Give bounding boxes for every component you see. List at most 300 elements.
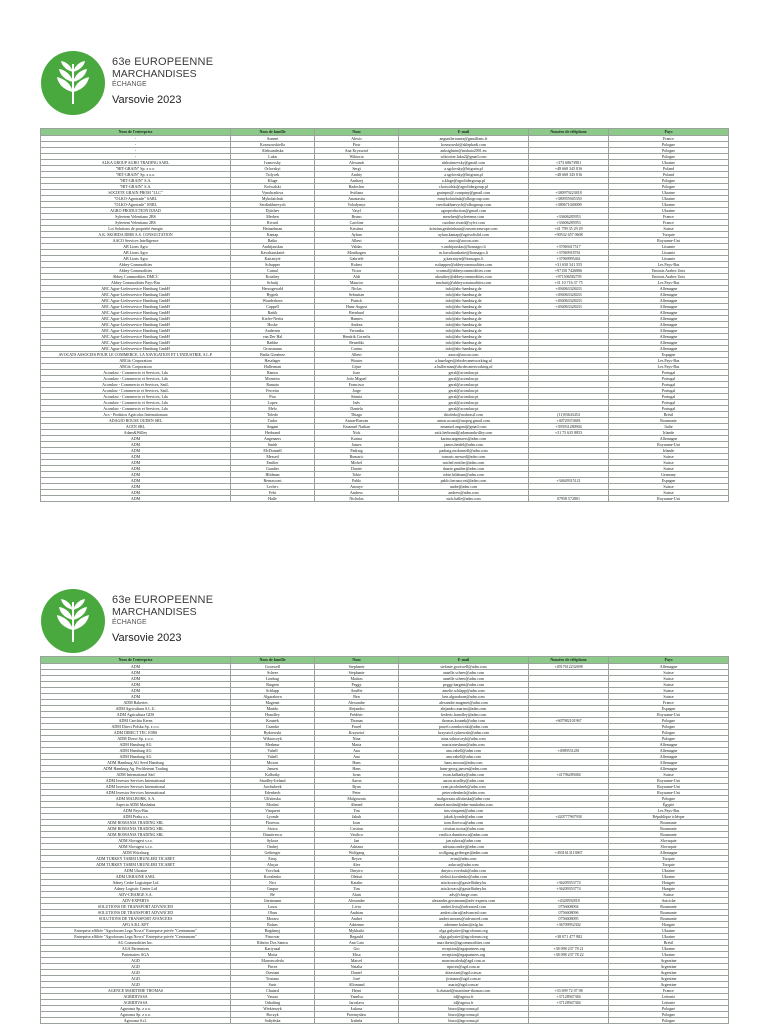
- cell-country: Lituanie: [609, 244, 729, 250]
- cell-country: Ukraine: [609, 160, 729, 166]
- cell-last-name: Boczyk: [231, 1012, 315, 1018]
- cell-email: jakub.lyonde@adm.com: [399, 814, 529, 820]
- wheat-leaf-emblem-icon: [40, 588, 106, 654]
- cell-first-name: Ayhan: [315, 232, 399, 238]
- cell-company: AFG S.R.L KFT: [41, 922, 231, 928]
- cell-first-name: Krzysztof: [315, 730, 399, 736]
- cell-first-name: Aldi: [315, 274, 399, 280]
- cell-first-name: Piotr: [315, 142, 399, 148]
- cell-last-name: Emilier: [231, 460, 315, 466]
- cell-country: Allemagne: [609, 304, 729, 310]
- cell-country: Allemagne: [609, 664, 729, 670]
- cell-last-name: Herbrand: [231, 430, 315, 436]
- cell-phone: +38 071 477 882: [529, 934, 609, 940]
- cell-company: Abbey Commodities: [41, 268, 231, 274]
- header-email: E-mail: [399, 129, 529, 136]
- cell-first-name: Duarte: [315, 466, 399, 472]
- cell-last-name: Kavaliauskaitė: [231, 250, 315, 256]
- cell-last-name: Ferreira: [231, 388, 315, 394]
- cell-email: geral@acomlaw.pt: [399, 370, 529, 376]
- cell-first-name: Michel: [315, 460, 399, 466]
- cell-phone: +90532 657 0608: [529, 232, 609, 238]
- cell-last-name: Angenaers: [231, 436, 315, 442]
- cell-first-name: Vasyl: [315, 208, 399, 214]
- cell-last-name: Kovalenko: [231, 874, 315, 880]
- cell-company: ADM Slovagest s.r.o.: [41, 838, 231, 844]
- cell-last-name: Schuitj: [231, 280, 315, 286]
- cell-company: ABCdc Corporation: [41, 364, 231, 370]
- cell-country: Irlande: [609, 430, 729, 436]
- page-1: [0, 0, 768, 500]
- cell-email: rschapper@abbeycommodities.com: [399, 262, 529, 268]
- cell-last-name: Kairaitytė: [231, 256, 315, 262]
- cell-first-name: Alain: [315, 892, 399, 898]
- cell-last-name: Lyonde: [231, 814, 315, 820]
- cell-country: Suisse: [609, 226, 729, 232]
- cell-company: ADM Direct Polska Sp. z o.o.: [41, 724, 231, 730]
- cell-company: "HIT-GRAIN" Sp. z o.o.: [41, 166, 231, 172]
- cell-email: biuro@agrooma.pl: [399, 1006, 529, 1012]
- cell-first-name: Maria: [315, 742, 399, 748]
- cell-company: ABCdc Corporation: [41, 358, 231, 364]
- cell-email: ana.vahell@adm.com: [399, 754, 529, 760]
- cell-first-name: Yanelsa: [315, 994, 399, 1000]
- cell-country: Argentine: [609, 958, 729, 964]
- cell-first-name: Izabela: [315, 1018, 399, 1024]
- cell-email: andrei.moraru@advanced.com: [399, 916, 529, 922]
- cell-first-name: Andrian: [315, 910, 399, 916]
- cell-country: Royaume-Uni: [609, 712, 729, 718]
- cell-company: "HIT-GRAIN" S.A.: [41, 184, 231, 190]
- cell-first-name: Jan: [315, 838, 399, 844]
- cell-email: hans.moxon@adm.com: [399, 760, 529, 766]
- cell-company: ABC Agrar-Lieferservice Hamburg GmbH: [41, 286, 231, 292]
- cell-country: Ukraine: [609, 190, 729, 196]
- cell-first-name: Sónnia: [315, 394, 399, 400]
- cell-email: pablo.bernasconi@adm.com: [399, 478, 529, 484]
- cell-email: malgorzata.ulfsiinska@adm.com: [399, 796, 529, 802]
- cell-company: Abbey Commodities Pays-Bas: [41, 280, 231, 286]
- cell-email: info@abc-hamburg.de: [399, 316, 529, 322]
- cell-company: ADM Würzburg: [41, 850, 231, 856]
- cell-phone: +393931280904: [529, 424, 609, 430]
- cell-last-name: Pirrez: [231, 964, 315, 970]
- cell-first-name: Cristian: [315, 826, 399, 832]
- cell-email: cristian.stoica@adm.com: [399, 826, 529, 832]
- cell-company: Acomlaw - Commercio et Services, Lda: [41, 406, 231, 412]
- cell-phone: +380979223818: [529, 190, 609, 196]
- cell-first-name: Hans: [315, 760, 399, 766]
- cell-last-name: Wonderborn: [231, 298, 315, 304]
- cell-first-name: Peter: [315, 790, 399, 796]
- cell-first-name: Wiktoria: [315, 154, 399, 160]
- cell-first-name: Andrea: [315, 322, 399, 328]
- cell-first-name: Ben: [315, 694, 399, 700]
- cell-phone: 0756608094: [529, 904, 609, 910]
- cell-last-name: Czarnke: [231, 724, 315, 730]
- cell-company: Adam&Willey: [41, 430, 231, 436]
- cell-company: -: [41, 148, 231, 154]
- cell-country: Suisse: [609, 676, 729, 682]
- cell-email: dotaviani@agd.com.ar: [399, 970, 529, 976]
- cell-first-name: Anouye: [315, 484, 399, 490]
- cell-first-name: Jakub: [315, 814, 399, 820]
- cell-country: Lituanie: [609, 256, 729, 262]
- cell-email: ana.ribeiro@agcommodities.com: [399, 940, 529, 946]
- cell-last-name: Aleksandrska: [231, 148, 315, 154]
- cell-company: ADM MALBORK, S.A.: [41, 796, 231, 802]
- logo-text: [112, 56, 262, 106]
- cell-company: ADM: [41, 694, 231, 700]
- cell-first-name: Alexandr: [315, 160, 399, 166]
- cell-company: ADM Investor Services International: [41, 778, 231, 784]
- cell-email: vserdiukhnevych@olkogroup.com: [399, 202, 529, 208]
- cell-last-name: Aunent: [231, 136, 315, 142]
- cell-last-name: Wiktorczyk: [231, 736, 315, 742]
- cell-last-name: Florescu: [231, 820, 315, 826]
- cell-email: michel.emilier@adm.com: [399, 460, 529, 466]
- cell-last-name: Vovchuk: [231, 868, 315, 874]
- cell-email: karina.angenaers@adm.com: [399, 436, 529, 442]
- cell-last-name: Kounek: [231, 718, 315, 724]
- page-2: [0, 580, 768, 1024]
- cell-country: Argentine: [609, 970, 729, 976]
- cell-company: Adney Cedre Logistique Ltd: [41, 880, 231, 886]
- cell-email: info@abc-hamburg.de: [399, 322, 529, 328]
- cell-first-name: Sebastian: [315, 292, 399, 298]
- cell-last-name: Merhen: [231, 214, 315, 220]
- cell-first-name: Iwan: [315, 772, 399, 778]
- cell-first-name: Padraig: [315, 448, 399, 454]
- cell-phone: +380671049009: [529, 202, 609, 208]
- cell-company: Aspecta ADM Mashalna: [41, 802, 231, 808]
- cell-last-name: Hildman: [231, 472, 315, 478]
- cell-phone: +48 668 345 816: [529, 166, 609, 172]
- cell-company: Acomlaw - Commercio et Services, SaúL: [41, 388, 231, 394]
- cell-email: andrew@adm.com: [399, 490, 529, 496]
- cell-email: reception@agapartners.org: [399, 946, 529, 952]
- cell-phone: (11)93643454: [529, 412, 609, 418]
- cell-last-name: Motia: [231, 952, 315, 958]
- cell-email: alejandro.marino@adm.com: [399, 706, 529, 712]
- cell-first-name: José: [315, 976, 399, 982]
- cell-last-name: Hullerman: [231, 364, 315, 370]
- cell-first-name: Sergi: [315, 166, 399, 172]
- cell-email: akoutbey@abbeycommodities.com: [399, 274, 529, 280]
- cell-email: info@abc-hamburg.de: [399, 340, 529, 346]
- cell-country: Portugal: [609, 382, 729, 388]
- cell-email: andrei.olaru@advanced.com: [399, 910, 529, 916]
- cell-last-name: Halle: [231, 496, 315, 502]
- cell-email: adv@charge.com: [399, 892, 529, 898]
- cell-company: AGD: [41, 976, 231, 982]
- cell-first-name: Karina: [315, 436, 399, 442]
- cell-first-name: Jaroslava: [315, 1000, 399, 1006]
- cell-country: Roumanie: [609, 820, 729, 826]
- cell-last-name: Kartyuzal: [231, 946, 315, 952]
- cell-email: anksiglmin@mahaio2001.eu: [399, 148, 529, 154]
- cell-country: Hongrie: [609, 922, 729, 928]
- cell-company: Entreprise affiliée "Agroforum Lega Novra" Entreprise privée "Centrumam": [41, 934, 231, 940]
- cell-phone: +37128947384: [529, 1000, 609, 1006]
- cell-last-name: Tsilycek: [231, 172, 315, 178]
- cell-email: nick.herbrand@adamandwilley.com: [399, 430, 529, 436]
- cell-company: ADM: [41, 490, 231, 496]
- wheat-leaf-emblem-icon: [40, 50, 106, 116]
- cell-company: ADV-CHARGE S.A.: [41, 892, 231, 898]
- cell-last-name: Scheer: [231, 670, 315, 676]
- cell-country: Pologne: [609, 142, 729, 148]
- cell-email: ana.vahell@adm.com: [399, 748, 529, 754]
- cell-company: AGD: [41, 964, 231, 970]
- cell-first-name: Liviu: [315, 904, 399, 910]
- cell-email: tim.vinquent@adm.com: [399, 808, 529, 814]
- cell-company: AB Lions Agro: [41, 256, 231, 262]
- cell-first-name: Oleksii: [315, 874, 399, 880]
- header-phone: Numéro de téléphone: [529, 129, 609, 136]
- cell-first-name: Ahmed: [315, 802, 399, 808]
- cell-email: npirrez@agd.com.ar: [399, 964, 529, 970]
- cell-company: -: [41, 142, 231, 148]
- cell-email: oleksii.kovalenko@adm.com: [399, 874, 529, 880]
- cell-company: ADM: [41, 466, 231, 472]
- cell-last-name: Fincovar: [231, 934, 315, 940]
- cell-company: Agrooma Sp. z o.o.: [41, 1006, 231, 1012]
- cell-phone: +37069995461: [529, 256, 609, 262]
- cell-last-name: Moshni: [231, 802, 315, 808]
- cell-email: ertas@adm.com: [399, 856, 529, 862]
- cell-first-name: Allomand: [315, 982, 399, 988]
- cell-last-name: Ramos: [231, 370, 315, 376]
- cell-first-name: Gabrielė: [315, 256, 399, 262]
- cell-last-name: Bogdanyj: [231, 928, 315, 934]
- cell-last-name: Moxon: [231, 760, 315, 766]
- cell-phone: +33 699 72 07 08: [529, 988, 609, 994]
- cell-first-name: Elisa: [315, 952, 399, 958]
- cell-email: anaelle.scheer@adm.com: [399, 670, 529, 676]
- cell-first-name: Caroline: [315, 220, 399, 226]
- cell-email: agroproduction@gmail.com: [399, 208, 529, 214]
- cell-last-name: Pira: [231, 394, 315, 400]
- cell-first-name: Volodymyr: [315, 202, 399, 208]
- cell-first-name: Stephanie: [315, 670, 399, 676]
- cell-last-name: Andersen: [231, 328, 315, 334]
- cell-last-name: Olaru: [231, 910, 315, 916]
- cell-last-name: Leclerc: [231, 484, 315, 490]
- cell-first-name: Alex: [315, 862, 399, 868]
- cell-first-name: Wolfgang: [315, 850, 399, 856]
- cell-phone: 0756608096: [529, 910, 609, 916]
- cell-phone: +97150 7426806: [529, 268, 609, 274]
- cell-company: AVOCATS ASSOCIES POUR LE COMMERCE, LA NAVIGATION ET L'INDUSTRIE, S.L.P.: [41, 352, 231, 358]
- cell-email: alexander.gerstmann@adv-experts.com: [399, 898, 529, 904]
- cell-first-name: Victor: [315, 268, 399, 274]
- table-row: [41, 1018, 729, 1024]
- cell-first-name: Katalin: [315, 880, 399, 886]
- cell-email: andre@adm.com: [399, 484, 529, 490]
- cell-country: Brésil: [609, 412, 729, 418]
- cell-country: Allemagne: [609, 298, 729, 304]
- cell-country: Royaume-Uni: [609, 778, 729, 784]
- cell-email: info@abc-hamburg.de: [399, 304, 529, 310]
- cell-country: Ukraine: [609, 928, 729, 934]
- cell-email: thtoledo@acsbrasil.com: [399, 412, 529, 418]
- cell-company: ABC Agrar-Lieferservice Hamburg GmbH: [41, 310, 231, 316]
- cell-first-name: Hans-August: [315, 304, 399, 310]
- cell-phone: +33606285953: [529, 220, 609, 226]
- cell-email: geral@acomlaw.pt: [399, 382, 529, 388]
- cell-country: Suisse: [609, 694, 729, 700]
- cell-email: vasilica.dumitrescu@adm.com: [399, 832, 529, 838]
- contacts-table: [40, 656, 729, 1024]
- cell-country: Suisse: [609, 484, 729, 490]
- cell-email: id@agrisa.fr: [399, 994, 529, 1000]
- cell-phone: +4328592818: [529, 898, 609, 904]
- cell-phone: +4931613113867: [529, 850, 609, 856]
- cell-company: ADM ROMANIA TRADING SRL: [41, 826, 231, 832]
- cell-country: France: [609, 136, 729, 142]
- cell-first-name: Pablo: [315, 478, 399, 484]
- cell-last-name: Ondrej: [231, 844, 315, 850]
- cell-company: ADM Hamburg AG: [41, 754, 231, 760]
- cell-country: Turquie: [609, 856, 729, 862]
- cell-first-name: Peggy: [315, 682, 399, 688]
- cell-company: SOCIETE GRAIN PROM "LLC": [41, 190, 231, 196]
- cell-company: "OLKO-Agrotrade" SNRL: [41, 202, 231, 208]
- cell-first-name: Veronika: [315, 328, 399, 334]
- cell-last-name: Lascu: [231, 904, 315, 910]
- cell-email: info@abc-hamburg.de: [399, 328, 529, 334]
- cell-last-name: Haselager: [231, 358, 315, 364]
- cell-email: dmytro.vovchuk@adm.com: [399, 868, 529, 874]
- logo-line-2: MARCHANDISES: [112, 68, 197, 80]
- cell-country: Allemagne: [609, 316, 729, 322]
- cell-phone: +494063328433: [529, 298, 609, 304]
- cell-company: ABC Agrar-Lieferservice Hamburg GmbH: [41, 334, 231, 340]
- cell-company: AGD: [41, 970, 231, 976]
- cell-country: Pologne: [609, 718, 729, 724]
- cell-email: g.kairaityte@lionsagro.lt: [399, 256, 529, 262]
- cell-country: Ukraine: [609, 946, 729, 952]
- cell-phone: +971506582795: [529, 274, 609, 280]
- header-email: E-mail: [399, 657, 529, 664]
- cell-company: ABC Agrar-Lieferservice Hamburg GmbH: [41, 292, 231, 298]
- cell-company: ADM: [41, 670, 231, 676]
- cell-country: Italie: [609, 424, 729, 430]
- cell-company: ADM Czechia Kerns: [41, 718, 231, 724]
- logo-line-4: Varsovie 2023: [112, 94, 182, 106]
- cell-company: ADM Investor Services International: [41, 784, 231, 790]
- cell-country: Allemagne: [609, 292, 729, 298]
- table-body: [41, 136, 729, 502]
- cell-company: Lot Solutions de propriété énergie: [41, 226, 231, 232]
- cell-first-name: Bruno: [315, 214, 399, 220]
- cell-email: ahmed.moshni@adm-mashalna.com: [399, 802, 529, 808]
- cell-country: Portugal: [609, 388, 729, 394]
- cell-phone: 0756608095: [529, 916, 609, 922]
- cell-company: "OLKO-Agrotrade" SARL: [41, 196, 231, 202]
- cell-email: ayhan.kantap@agrisoftsltd.com: [399, 232, 529, 238]
- cell-first-name: Joao: [315, 370, 399, 376]
- cell-email: jtristano@agd.com.ar: [399, 976, 529, 982]
- cell-email: hans-georg.jansen@adm.com: [399, 766, 529, 772]
- cell-phone: +33606285953: [529, 214, 609, 220]
- cell-email: v.andrijauskas@lionsagro.lt: [399, 244, 529, 250]
- cell-last-name: Magenet: [231, 700, 315, 706]
- cell-last-name: Vinquent: [231, 808, 315, 814]
- cell-country: Poland: [609, 172, 729, 178]
- cell-country: Pologne: [609, 1018, 729, 1024]
- cell-company: ADAGIO ROUSE OUDEN SRL: [41, 418, 231, 424]
- cell-email: james.heidel@adm.com: [399, 442, 529, 448]
- cell-company: ADM: [41, 436, 231, 442]
- cell-email: geral@acomlaw.pt: [399, 394, 529, 400]
- cell-company: "HIT-GRAIN" Sp. z o.o.: [41, 172, 231, 178]
- cell-country: Lettonie: [609, 994, 729, 1000]
- cell-company: ABC Agrar-Lieferservice Hamburg GmbH: [41, 316, 231, 322]
- cell-country: Égypte: [609, 802, 729, 808]
- cell-country: Les Pays-Bas: [609, 280, 729, 286]
- cell-company: Partenaires AGA: [41, 952, 231, 958]
- cell-company: ADM: [41, 460, 231, 466]
- cell-email: id@agrisa.fr: [399, 1000, 529, 1006]
- cell-email: ryan.jacobsbeek@adm.com: [399, 784, 529, 790]
- cell-first-name: Stephanie: [315, 664, 399, 670]
- cell-email: nina.wiktorczyk@adm.com: [399, 736, 529, 742]
- cell-country: Germany: [609, 472, 729, 478]
- cell-country: Suisse: [609, 466, 729, 472]
- cell-company: ADM Ukraine: [41, 868, 231, 874]
- cell-first-name: Alexander: [315, 898, 399, 904]
- cell-last-name: Ulfsiinska: [231, 796, 315, 802]
- cell-last-name: Tristano: [231, 976, 315, 982]
- cell-last-name: Nicr: [231, 880, 315, 886]
- cell-first-name: Nick: [315, 430, 399, 436]
- cell-email: info@abc-hamburg.de: [399, 310, 529, 316]
- cell-first-name: Carina: [315, 346, 399, 352]
- cell-last-name: Orbalting: [231, 1000, 315, 1006]
- header-country: Pays: [609, 657, 729, 664]
- cell-country: Les Pays-Bas: [609, 808, 729, 814]
- cell-country: Suisse: [609, 892, 729, 898]
- cell-country: Espagne: [609, 352, 729, 358]
- cell-phone: +37069918761: [529, 250, 609, 256]
- logo-line-3: ÉCHANGE: [112, 81, 147, 88]
- cell-country: Lettonie: [609, 1000, 729, 1006]
- cell-email: m.kavaliauskaite@lionsagro.lt: [399, 250, 529, 256]
- cell-country: Royaume-Uni: [609, 496, 729, 502]
- cell-country: France: [609, 214, 729, 220]
- cell-last-name: Gerstmann: [231, 898, 315, 904]
- cell-last-name: Orlovskyi: [231, 166, 315, 172]
- cell-last-name: Camal: [231, 268, 315, 274]
- cell-first-name: Hendrik Cornelis: [315, 334, 399, 340]
- cell-country: Allemagne: [609, 742, 729, 748]
- cell-company: SOLUTIONS DE TRANSPORT ADVANCED: [41, 904, 231, 910]
- cell-phone: +494063328433: [529, 286, 609, 292]
- cell-country: Royaume-Uni: [609, 238, 729, 244]
- cell-first-name: Tim: [315, 808, 399, 814]
- cell-company: ADM: [41, 676, 231, 682]
- cell-email: geral@acomlaw.pt: [399, 388, 529, 394]
- cell-email: info@abc-hamburg.de: [399, 334, 529, 340]
- cell-last-name: Gaspar: [231, 886, 315, 892]
- cell-last-name: Vahell: [231, 754, 315, 760]
- cell-last-name: Aluçur: [231, 862, 315, 868]
- cell-first-name: Kristina: [315, 226, 399, 232]
- cell-country: Ukraine: [609, 868, 729, 874]
- cell-email: iwan.kalbatky@adm.com: [399, 772, 529, 778]
